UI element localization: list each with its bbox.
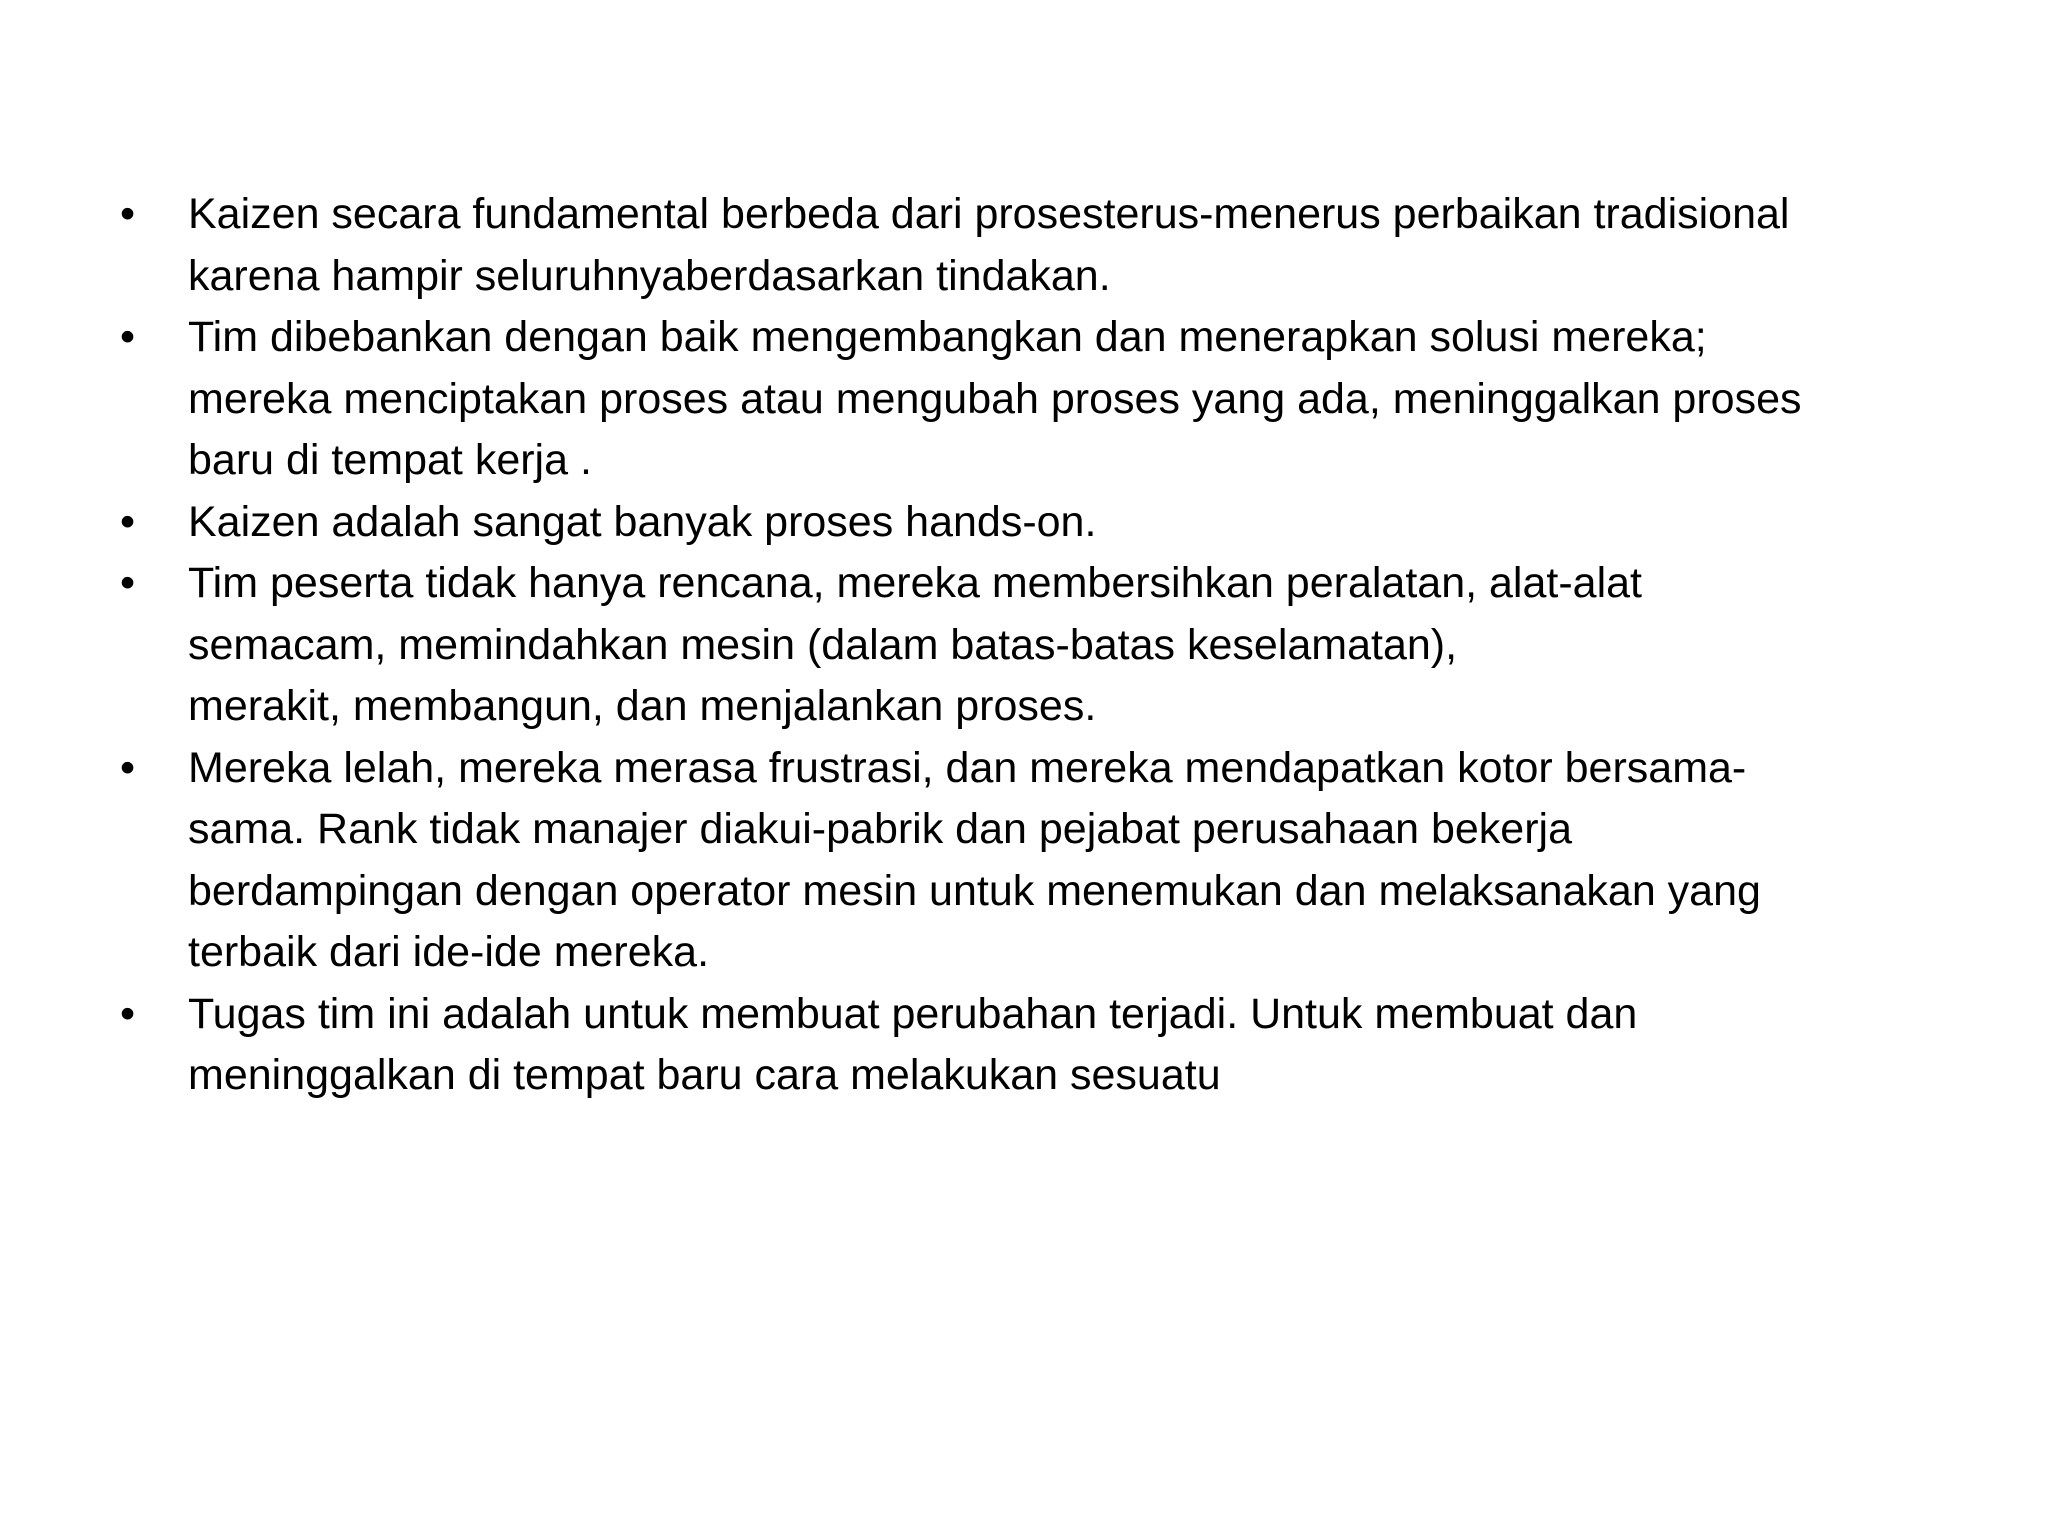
bullet-text-line: terbaik dari ide-ide mereka. [188, 928, 710, 976]
bullet-item [120, 984, 1960, 1107]
bullet-dot-icon: • [120, 190, 136, 238]
bullet-text-line: Kaizen secara fundamental berbeda dari prosesterus-menerus perbaikan tradisional [188, 190, 1790, 238]
bullet-dot-icon: • [120, 743, 136, 792]
bullet-item [120, 553, 1960, 738]
bullet-text-line: mereka menciptakan proses atau mengubah proses yang ada, meninggalkan proses [188, 374, 1802, 423]
bullet-item [120, 184, 1960, 307]
bullet-text-line: Kaizen adalah sangat banyak proses hands-on. [188, 497, 1097, 546]
bullet-item [120, 307, 1960, 492]
bullet-text-line: sama. Rank tidak manajer diakui-pabrik dan pejabat perusahaan bekerja [188, 805, 1572, 853]
bullet-text-line: merakit, membangun, dan menjalankan proses. [188, 682, 1097, 730]
bullet-dot-icon: • [120, 497, 136, 546]
bullet-text-line: meninggalkan di tempat baru cara melakukan sesuatu [188, 1051, 1221, 1099]
bullet-dot-icon: • [120, 989, 136, 1038]
bullet-list [120, 184, 1960, 1107]
bullet-item [120, 492, 1960, 554]
bullet-text-line: Tim peserta tidak hanya rencana, mereka membersihkan peralatan, alat-alat [188, 559, 1642, 607]
bullet-dot-icon: • [120, 313, 136, 361]
bullet-text-line: baru di tempat kerja . [188, 436, 592, 484]
bullet-text-line: Tugas tim ini adalah untuk membuat perubahan terjadi. Untuk membuat dan [188, 989, 1638, 1038]
bullet-text-line: berdampingan dengan operator mesin untuk menemukan dan melaksanakan yang [188, 866, 1761, 915]
bullet-text-line: Tim dibebankan dengan baik mengembangkan dan menerapkan solusi mereka; [188, 313, 1707, 361]
bullet-text-line: karena hampir seluruhnyaberdasarkan tindakan. [188, 251, 1111, 300]
bullet-text-line: semacam, memindahkan mesin (dalam batas-batas keselamatan), [188, 620, 1458, 669]
bullet-text-line: Mereka lelah, mereka merasa frustrasi, dan mereka mendapatkan kotor bersama- [188, 743, 1747, 792]
bullet-dot-icon: • [120, 559, 136, 607]
bullet-item [120, 738, 1960, 984]
